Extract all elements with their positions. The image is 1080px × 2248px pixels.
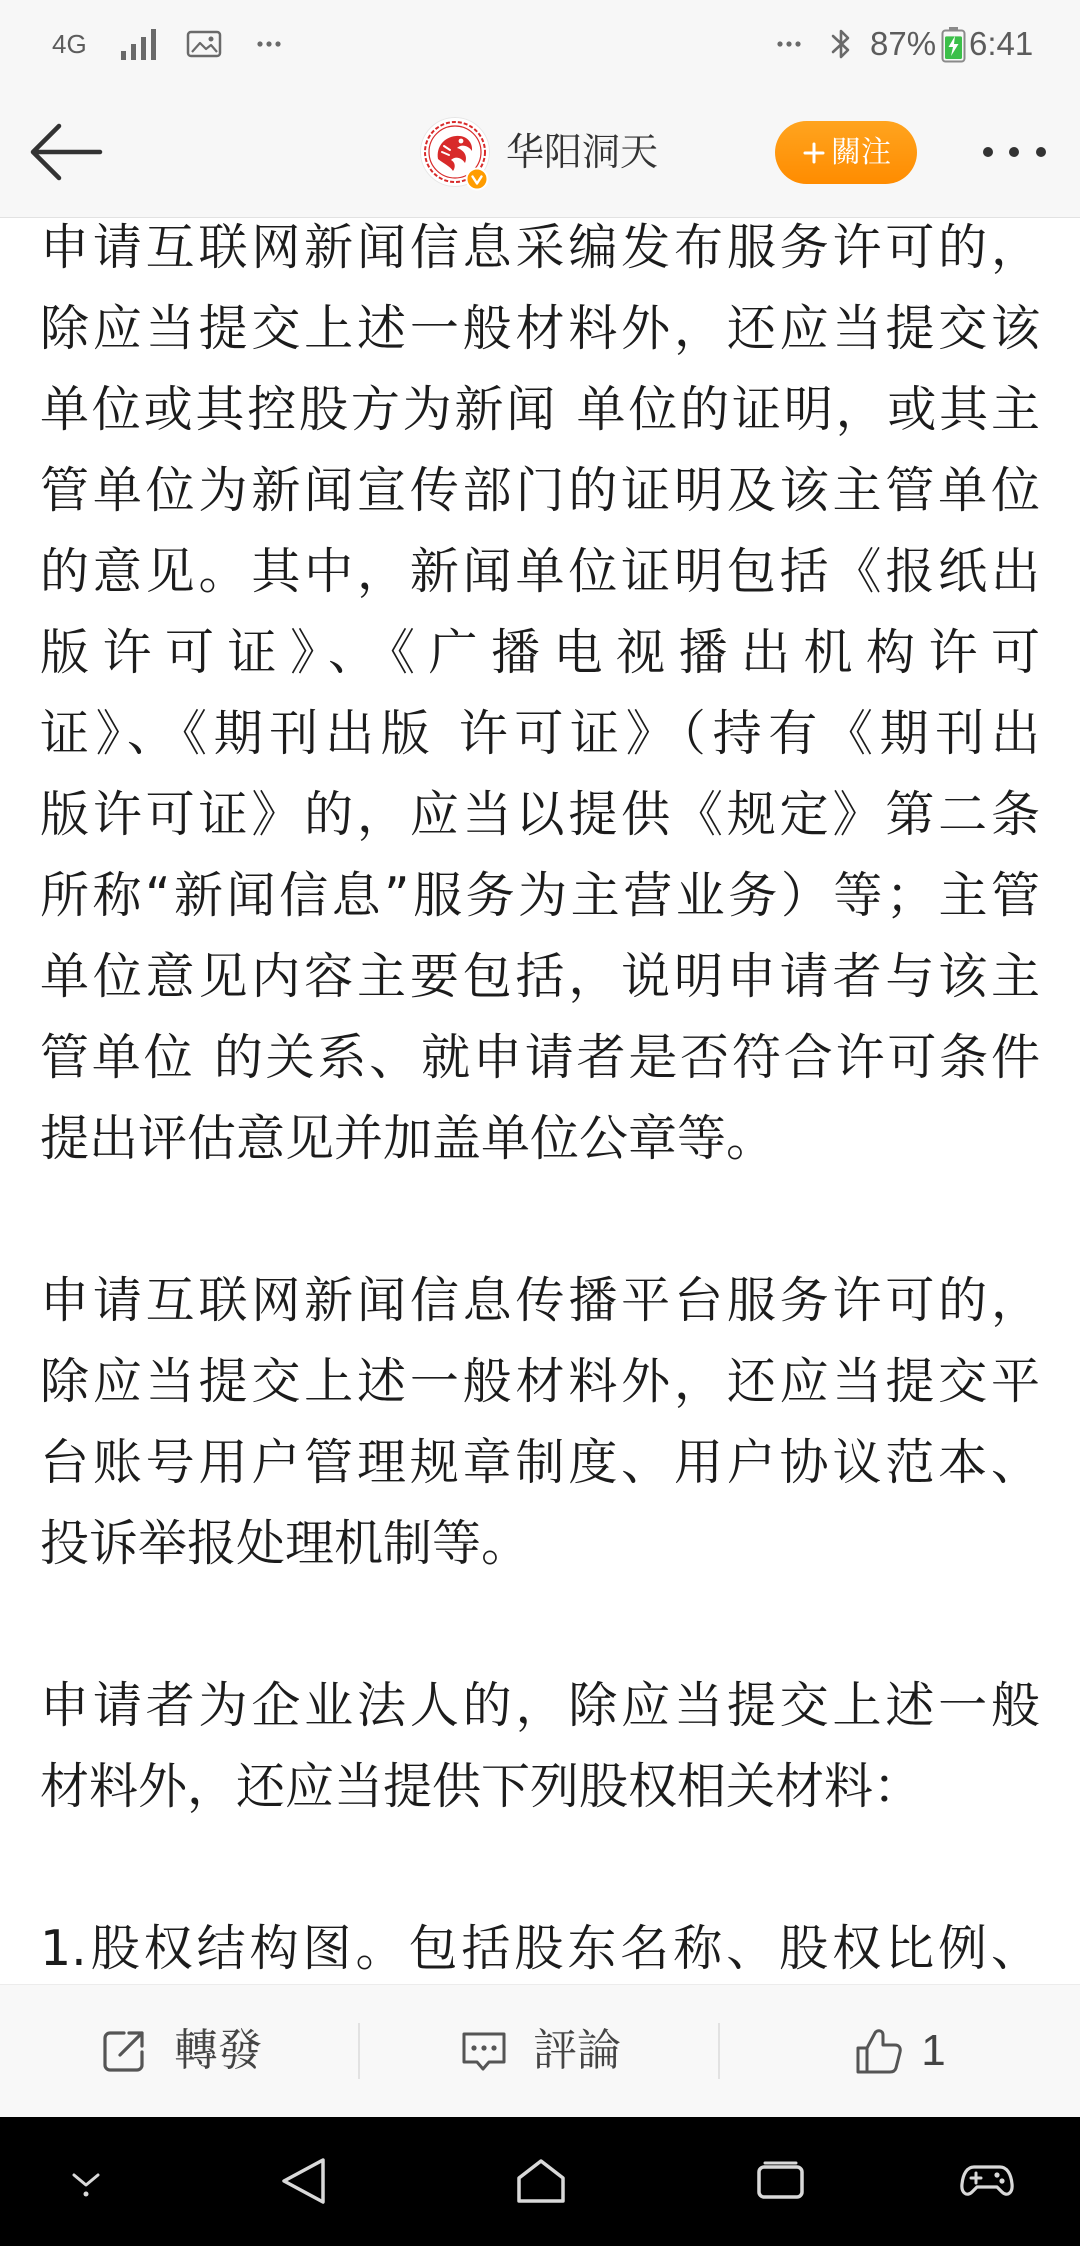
article-line: 台账号用户管理规章制度、用户协议范本、	[40, 1434, 1040, 1491]
signal-icon	[119, 28, 159, 60]
repost-label: 轉發	[174, 2025, 262, 2076]
like-button[interactable]	[720, 1985, 1080, 2117]
article-line: 管单位 的关系、就申请者是否符合许可条件	[40, 1029, 1040, 1086]
comment-icon	[459, 2026, 509, 2076]
thumbs-up-icon	[854, 2027, 902, 2075]
back-arrow-icon[interactable]	[28, 122, 104, 182]
article-line: 申请互联网新闻信息采编发布服务许可的，	[40, 219, 1040, 276]
article-line: 申请者为企业法人的，除应当提交上述一般	[40, 1677, 1040, 1734]
bluetooth-icon	[828, 25, 854, 63]
article-paragraph	[40, 1260, 1040, 1584]
article-body	[40, 207, 1040, 2070]
article-line: 1.股权结构图。包括股东名称、股权比例、	[40, 1920, 1040, 1977]
comment-button[interactable]	[360, 1985, 720, 2117]
home-icon[interactable]	[513, 2156, 569, 2206]
author-name[interactable]: 华阳洞天	[506, 130, 659, 174]
plus-icon	[801, 140, 827, 166]
article-line: 材料外，还应当提供下列股权相关材料：	[40, 1758, 923, 1815]
article-line: 投诉举报处理机制等。	[40, 1515, 531, 1572]
article-line: 版许可证》、《广播电视播出机构许可	[40, 624, 1040, 681]
follow-button[interactable]	[775, 121, 917, 184]
repost-button[interactable]	[0, 1985, 360, 2117]
article-line: 单位或其控股方为新闻 单位的证明，或其主	[40, 381, 1040, 438]
verified-badge-icon	[465, 167, 489, 191]
article-line: 所称“新闻信息”服务为主营业务）等；主管	[40, 867, 1040, 924]
clock-time: 6:41	[969, 25, 1034, 62]
article-line: 除应当提交上述一般材料外，还应当提交该	[40, 300, 1040, 357]
more-icon	[776, 39, 802, 49]
more-horizontal-icon[interactable]	[978, 145, 1050, 159]
more-notifications-icon	[256, 39, 282, 49]
status-bar	[0, 0, 1080, 89]
system-nav-bar	[0, 2117, 1080, 2246]
article-line: 版许可证》的，应当以提供《规定》第二条	[40, 786, 1040, 843]
article-line: 申请互联网新闻信息传播平台服务许可的，	[40, 1272, 1040, 1329]
article-line: 的意见。其中，新闻单位证明包括《报纸出	[40, 543, 1040, 600]
top-app-bar	[0, 89, 1080, 218]
post-action-bar	[0, 1984, 1080, 2117]
like-count: 1	[921, 2026, 946, 2075]
article-line: 管单位为新闻宣传部门的证明及该主管单位	[40, 462, 1040, 519]
recents-icon[interactable]	[755, 2161, 806, 2201]
article-paragraph	[40, 1665, 1040, 1827]
battery-charging-icon	[941, 27, 966, 63]
comment-label: 評論	[533, 2025, 621, 2076]
article-line: 单位意见内容主要包括，说明申请者与该主	[40, 948, 1040, 1005]
network-type: 4G	[52, 29, 87, 59]
article-line: 证》、《期刊出版 许可证》（持有《期刊出	[40, 705, 1040, 762]
article-line: 除应当提交上述一般材料外，还应当提交平	[40, 1353, 1040, 1410]
article-paragraph	[40, 207, 1040, 1179]
hide-nav-bar-icon[interactable]	[69, 2119, 103, 2248]
article-paragraph	[40, 1908, 1040, 1989]
battery-percent: 87%	[870, 25, 937, 62]
back-icon[interactable]	[279, 2156, 327, 2206]
game-launcher-icon[interactable]	[960, 2162, 1014, 2200]
share-icon	[98, 2025, 150, 2077]
gallery-icon	[186, 30, 222, 58]
article-line: 提出评估意见并加盖单位公章等。	[40, 1110, 776, 1167]
follow-button-label: 關注	[831, 134, 891, 170]
